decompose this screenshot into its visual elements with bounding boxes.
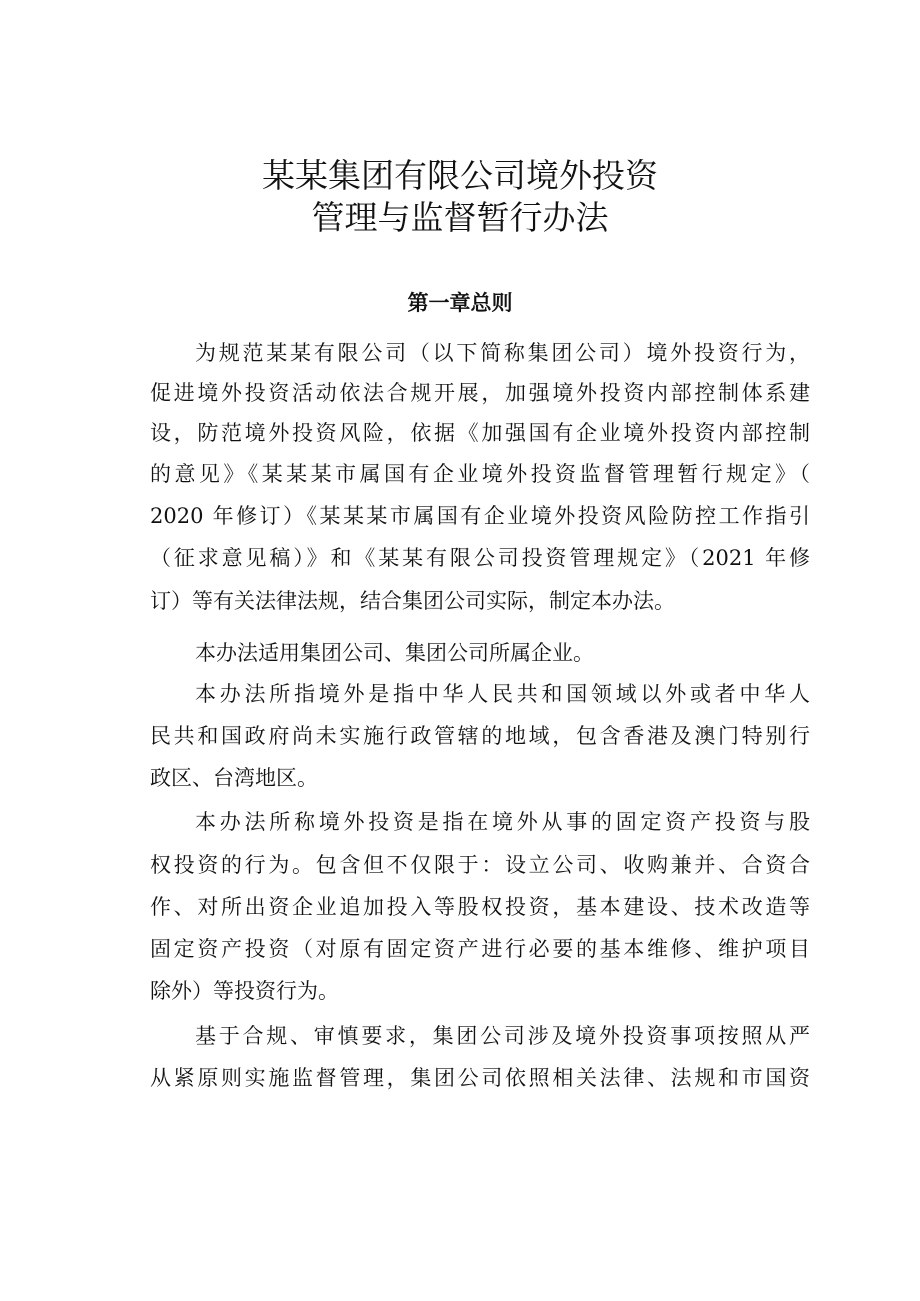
paragraph-line: 基于合规、审慎要求，集团公司涉及境外投资事项按照从严 (195, 1024, 810, 1048)
document-title-line-1: 某某集团有限公司境外投资 (262, 156, 658, 195)
paragraph-line: （征求意见稿）》和《某某有限公司投资管理规定》（2021 年修 (150, 546, 810, 570)
paragraph-line: 本办法所称境外投资是指在境外从事的固定资产投资与股 (195, 810, 810, 834)
paragraph-line: 除外）等投资行为。 (150, 979, 339, 1003)
paragraph-line: 作、对所出资企业追加投入等股权投资，基本建设、技术改造等 (150, 895, 810, 919)
paragraph-line: 本办法适用集团公司、集团公司所属企业。 (195, 641, 594, 665)
paragraph-line: 设，防范境外投资风险，依据《加强国有企业境外投资内部控制 (150, 421, 810, 445)
paragraph-line: 的意见》《某某某市属国有企业境外投资监督管理暂行规定》（ (150, 462, 810, 486)
chapter-heading: 第一章总则 (407, 291, 513, 315)
paragraph-line: 促进境外投资活动依法合规开展，加强境外投资内部控制体系建 (150, 381, 810, 405)
paragraph-line: 从紧原则实施监督管理，集团公司依照相关法律、法规和市国资 (150, 1066, 810, 1090)
paragraph-line: 2020 年修订）《某某某市属国有企业境外投资风险防控工作指引 (150, 504, 810, 528)
paragraph-line: 固定资产投资（对原有固定资产进行必要的基本维修、维护项目 (150, 937, 810, 961)
paragraph-line: 民共和国政府尚未实施行政管辖的地域，包含香港及澳门特别行 (150, 724, 810, 748)
paragraph-line: 为规范某某有限公司（以下简称集团公司）境外投资行为， (195, 341, 810, 365)
paragraph-line: 本办法所指境外是指中华人民共和国领域以外或者中华人 (195, 682, 810, 706)
paragraph-line: 权投资的行为。包含但不仅限于：设立公司、收购兼并、合资合 (150, 853, 810, 877)
document-title-line-2: 管理与监督暂行办法 (311, 198, 609, 237)
paragraph-line: 订）等有关法律法规，结合集团公司实际，制定本办法。 (150, 589, 675, 613)
paragraph-line: 政区、台湾地区。 (150, 766, 318, 790)
